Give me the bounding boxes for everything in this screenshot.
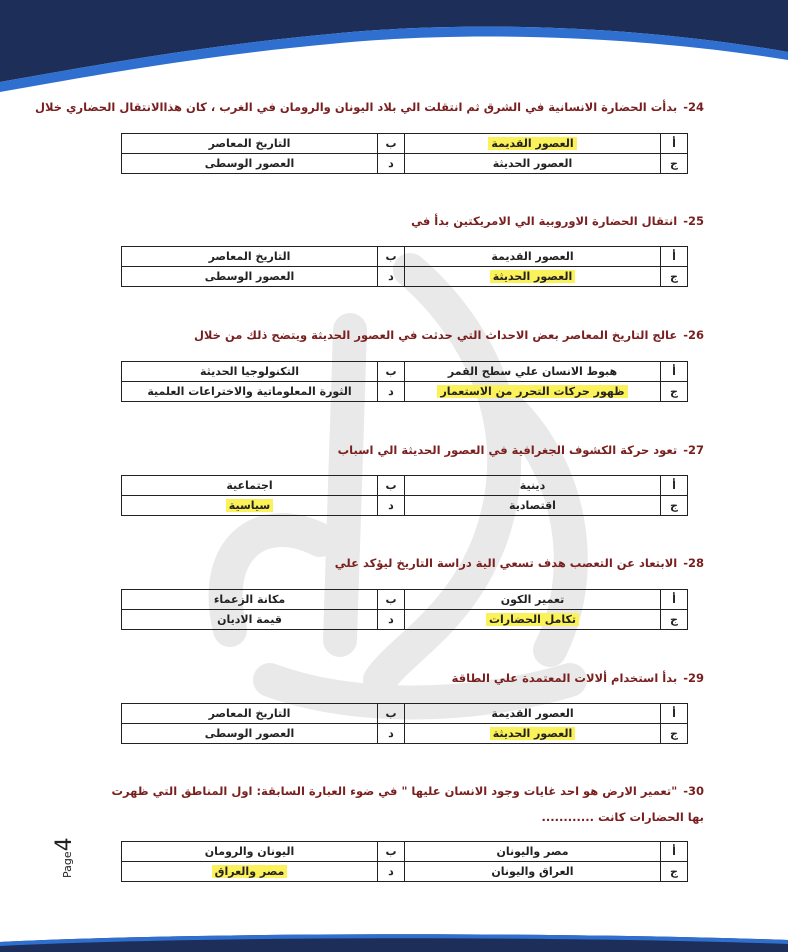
question-26 [194,328,704,342]
options-table-29 [121,703,688,744]
option-label-c: ج [661,724,688,744]
question-text: بدأ استخدام ألالات المعتمدة علي الطاقة [451,671,678,685]
header-wave-band [0,0,788,110]
option-c[interactable] [405,267,661,287]
option-text: التاريخ المعاصر [208,707,291,720]
question-number: 25- [683,214,704,228]
option-a[interactable] [405,247,661,267]
option-a[interactable] [405,842,661,862]
option-label-a: أ [661,590,688,610]
option-label-b: ب [378,842,405,862]
option-a[interactable] [405,590,661,610]
option-d[interactable] [122,267,378,287]
option-text: العصور الوسطى [204,727,295,740]
page-word: Page [61,851,74,878]
option-label-c: ج [661,610,688,630]
option-label-d: د [378,382,405,402]
option-label-a: أ [661,842,688,862]
option-text: العصور القديمة [491,250,574,263]
options-table-25 [121,246,688,287]
option-text: التكنولوجيا الحديثة [199,365,300,378]
question-number: 24- [683,100,704,114]
option-text: تكامل الحضارات [486,613,579,626]
option-text: العصور القديمة [491,707,574,720]
option-text: العصور القديمة [488,137,576,150]
option-text: العصور الحديثة [492,157,573,170]
option-label-b: ب [378,590,405,610]
option-text: تعمير الكون [500,593,565,606]
option-text: العراق واليونان [491,865,574,878]
option-label-a: أ [661,704,688,724]
option-a[interactable] [405,134,661,154]
option-b[interactable] [122,247,378,267]
page-number [52,837,77,878]
option-text: مصر والعراق [212,865,288,878]
option-label-b: ب [378,134,405,154]
option-c[interactable] [405,496,661,516]
option-c[interactable] [405,862,661,882]
option-label-b: ب [378,476,405,496]
option-text: مكانة الزعماء [213,593,286,606]
option-text: التاريخ المعاصر [208,137,291,150]
footer-wave-band [0,928,788,952]
option-text: الثورة المعلوماتية والاختراعات العلمية [147,385,352,398]
question-text: عالج التاريخ المعاصر بعض الاحداث التي حدثت في العصور الحديثة ويتضح ذلك من خلال [193,328,678,342]
option-label-a: أ [661,362,688,382]
option-d[interactable] [122,382,378,402]
options-table-28 [121,589,688,630]
option-d[interactable] [122,610,378,630]
question-number: 26- [683,328,704,342]
option-b[interactable] [122,704,378,724]
option-label-d: د [378,496,405,516]
option-label-d: د [378,267,405,287]
option-label-a: أ [661,247,688,267]
option-label-c: ج [661,496,688,516]
option-label-a: أ [661,134,688,154]
option-label-b: ب [378,247,405,267]
option-c[interactable] [405,610,661,630]
option-text: قيمة الاديان [217,613,282,626]
option-b[interactable] [122,362,378,382]
question-30 [104,778,704,830]
question-29 [452,671,704,685]
option-a[interactable] [405,362,661,382]
question-27 [338,443,704,457]
option-d[interactable] [122,154,378,174]
option-a[interactable] [405,476,661,496]
option-c[interactable] [405,724,661,744]
option-text: ظهور حركات التحرر من الاستعمار [437,385,627,398]
option-text: اليونان والرومان [204,845,295,858]
question-number: 27- [683,443,704,457]
option-label-d: د [378,862,405,882]
option-b[interactable] [122,134,378,154]
option-d[interactable] [122,862,378,882]
option-label-b: ب [378,704,405,724]
option-label-c: ج [661,267,688,287]
option-a[interactable] [405,704,661,724]
question-28 [335,556,704,570]
option-label-b: ب [378,362,405,382]
options-table-24 [121,133,688,174]
options-table-26 [121,361,688,402]
option-text: سياسية [226,499,273,512]
option-text: اجتماعية [226,479,273,492]
option-text: العصور الحديثة [490,270,575,283]
option-d[interactable] [122,496,378,516]
question-25 [411,214,704,228]
option-text: العصور الحديثة [490,727,575,740]
page-number-value: 4 [52,837,77,852]
question-number: 29- [683,671,704,685]
option-text: التاريخ المعاصر [208,250,291,263]
options-table-30 [121,841,688,882]
option-b[interactable] [122,476,378,496]
question-24 [35,100,704,114]
watermark-logo [150,210,650,730]
option-label-d: د [378,610,405,630]
option-label-c: ج [661,382,688,402]
question-text: انتقال الحضارة الاوروبية الي الامريكتين بدأ في [411,214,678,228]
question-number: 28- [683,556,704,570]
option-text: دينية [519,479,546,492]
option-text: مصر واليونان [496,845,569,858]
question-text: تعود حركة الكشوف الجغرافية في العصور الحديثة الي اسباب [337,443,678,457]
option-d[interactable] [122,724,378,744]
option-text: العصور الوسطى [204,157,295,170]
option-c[interactable] [405,382,661,402]
option-label-d: د [378,154,405,174]
option-label-a: أ [661,476,688,496]
question-text: بدأت الحضارة الانسانية في الشرق ثم انتقلت الي بلاد اليونان والرومان في الغرب ، كان هذاالانتقال الحضاري خلال [35,100,678,114]
option-text: هبوط الانسان علي سطح القمر [447,365,618,378]
option-b[interactable] [122,842,378,862]
option-label-d: د [378,724,405,744]
option-c[interactable] [405,154,661,174]
question-text: الابتعاد عن التعصب هدف تسعي الية دراسة التاريخ ليؤكد علي [334,556,678,570]
option-b[interactable] [122,590,378,610]
option-label-c: ج [661,154,688,174]
option-text: العصور الوسطى [204,270,295,283]
options-table-27 [121,475,688,516]
question-text: "تعمير الارض هو احد غايات وجود الانسان عليها " في ضوء العبارة السابقة: اول المناطق التي ظهرت بها الحضارات كانت ............ [111,784,704,824]
question-number: 30- [683,784,704,798]
option-label-c: ج [661,862,688,882]
option-text: اقتصادية [509,499,556,512]
